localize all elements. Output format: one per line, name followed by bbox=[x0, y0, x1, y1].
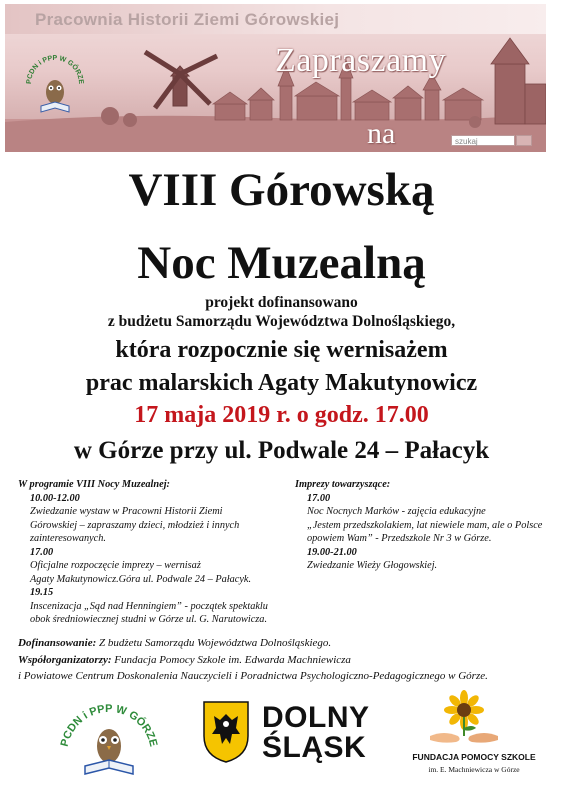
foundation-name: FUNDACJA POMOCY SZKOLE bbox=[412, 752, 536, 762]
side-event-text: opowiem Wam” - Przedszkole Nr 3 w Górze. bbox=[307, 533, 492, 544]
funding-label: Dofinansowanie: bbox=[18, 637, 97, 649]
slask-text: ŚLĄSK bbox=[262, 731, 367, 764]
coorganizers-text: Fundacja Pomocy Szkole im. Edwarda Machniewicza bbox=[114, 654, 351, 666]
coorganizers-label: Współorganizatorzy: bbox=[18, 654, 112, 666]
side-event-time: 17.00 bbox=[307, 492, 331, 504]
pcdn-banner-logo-icon bbox=[23, 48, 87, 122]
program-text: Agaty Makutynowicz.Góra ul. Podwale 24 – Pałacyk. bbox=[30, 573, 252, 585]
program-text: Inscenizacja „Sąd nad Henningiem” - początek spektaklu bbox=[30, 600, 268, 612]
intro-line3: która rozpocznie się wernisażem bbox=[115, 337, 448, 363]
coorganizers-line2: i Powiatowe Centrum Doskonalenia Nauczycieli i Poradnictwa Psychologiczno-Pedagogicznego w Górze. bbox=[18, 670, 488, 682]
foundation-sunflower-logo-icon bbox=[424, 690, 504, 748]
header-banner bbox=[5, 4, 546, 152]
intro-line2: z budżetu Samorządu Województwa Dolnośląskiego, bbox=[107, 313, 456, 330]
dolny-text: DOLNY bbox=[262, 701, 370, 734]
program-time: 10.00-12.00 bbox=[30, 492, 80, 504]
program-time: 17.00 bbox=[30, 546, 54, 558]
banner-org-title: Pracownia Historii Ziemi Górowskiej bbox=[35, 10, 340, 29]
pcdn-logo-text: PCDN i PPP W GÓRZE bbox=[58, 702, 160, 748]
program-text: zainteresowanych. bbox=[30, 533, 106, 544]
program-column bbox=[18, 478, 286, 627]
dolny-slask-logo bbox=[262, 703, 370, 763]
banner-search-button[interactable] bbox=[516, 135, 532, 146]
banner-search-input[interactable]: szukaj bbox=[451, 135, 515, 146]
program-text: obok średniowiecznej studni w Górze ul. G. Narutowicza. bbox=[30, 614, 268, 625]
side-events-column bbox=[295, 478, 550, 573]
intro-line4: prac malarskich Agaty Makutynowicz bbox=[85, 370, 478, 396]
program-time: 19.15 bbox=[30, 587, 54, 598]
side-events-heading: Imprezy towarzyszące: bbox=[295, 479, 391, 490]
program-heading: W programie VIII Nocy Muzealnej: bbox=[18, 479, 170, 490]
program-text: Górowskiej – zapraszamy dzieci, młodzież i innych bbox=[30, 519, 240, 531]
coorganizers-line bbox=[18, 654, 351, 666]
side-event-text: Noc Nocnych Marków - zajęcia edukacyjne bbox=[307, 506, 486, 517]
coat-of-arms-icon bbox=[202, 700, 250, 764]
side-event-time: 19.00-21.00 bbox=[307, 546, 357, 558]
foundation-subtitle: im. E. Machniewicza w Górze bbox=[428, 765, 520, 774]
event-title-line1: VIII Górowską bbox=[128, 164, 435, 216]
intro-line1: projekt dofinansowano bbox=[205, 294, 358, 311]
banner-invite-text: Zapraszamy bbox=[275, 42, 447, 79]
funding-text: Z budżetu Samorządu Województwa Dolnośląskiego. bbox=[99, 637, 332, 649]
event-date: 17 maja 2019 r. o godz. 17.00 bbox=[134, 402, 429, 428]
funding-line bbox=[18, 637, 331, 649]
svg-text:PCDN i PPP W GÓRZE: PCDN i PPP W GÓRZE bbox=[25, 54, 85, 85]
banner-na-text: na bbox=[367, 117, 396, 150]
side-event-text: Zwiedzanie Wieży Głogowskiej. bbox=[307, 560, 438, 571]
event-title-line2: Noc Muzealną bbox=[137, 237, 426, 289]
program-text: Oficjalne rozpoczęcie imprezy – wernisaż bbox=[30, 560, 201, 571]
pcdn-logo-icon bbox=[57, 688, 161, 784]
side-event-text: „Jestem przedszkolakiem, lat niewiele mam, ale o Polsce bbox=[307, 519, 543, 531]
program-text: Zwiedzanie wystaw w Pracowni Historii Ziemi bbox=[30, 506, 223, 517]
event-place: w Górze przy ul. Podwale 24 – Pałacyk bbox=[73, 437, 490, 464]
